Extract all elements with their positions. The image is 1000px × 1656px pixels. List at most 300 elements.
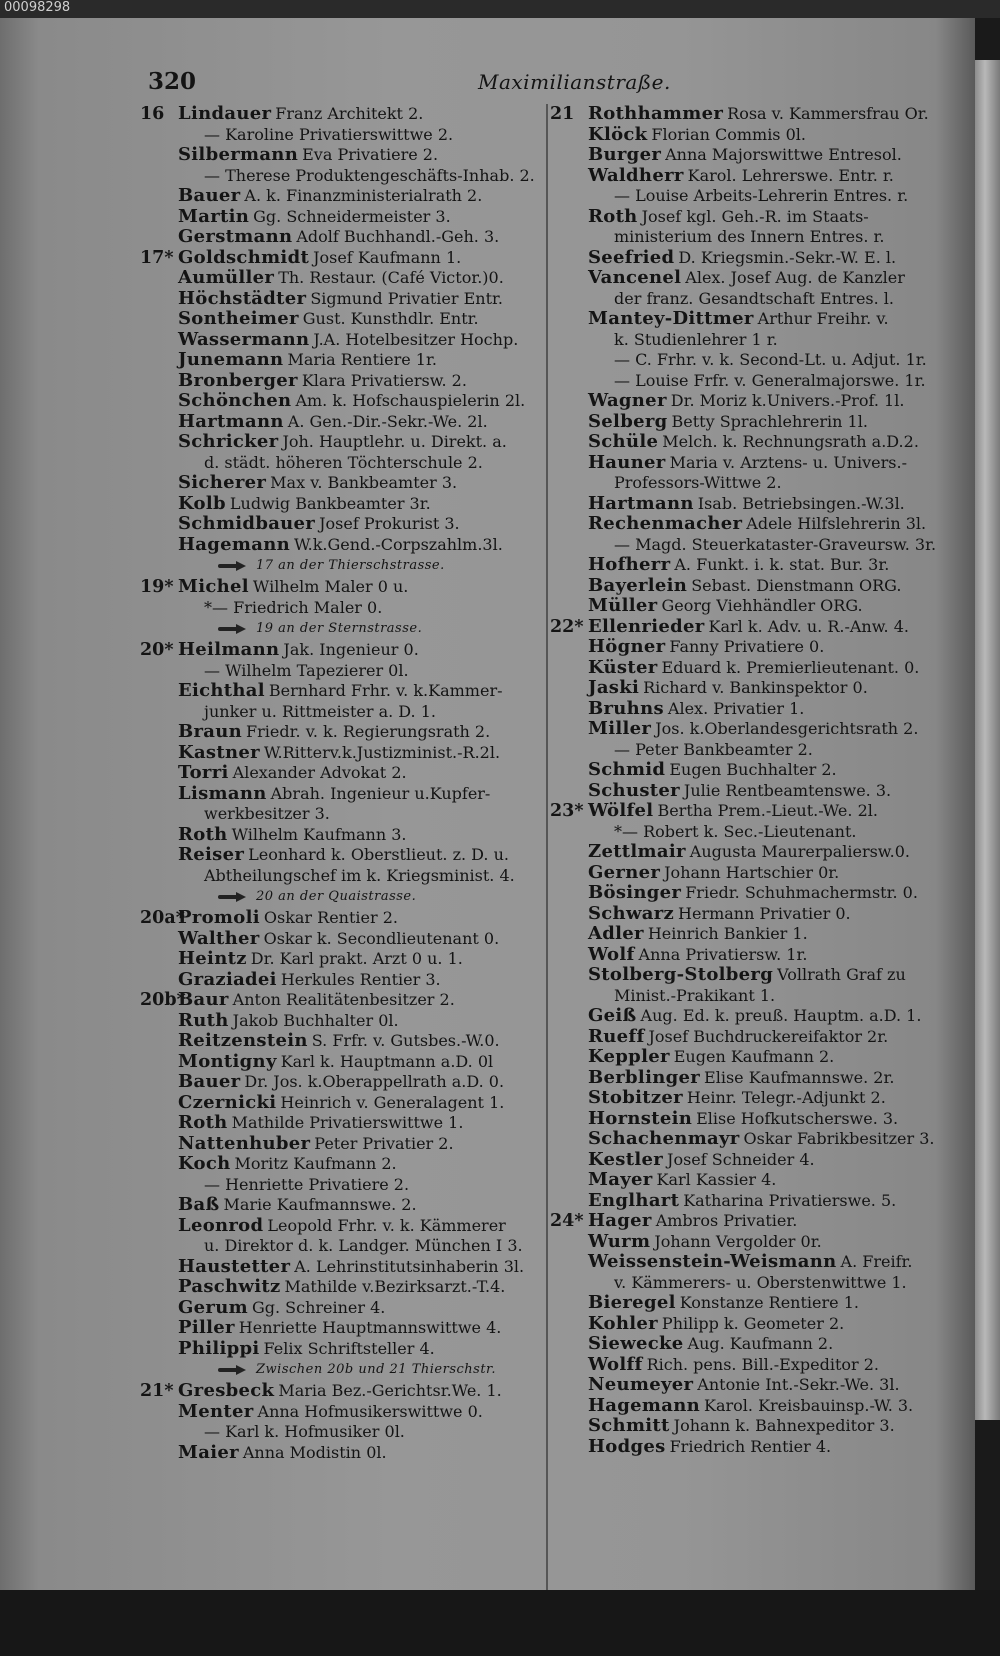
directory-entry (550, 1334, 975, 1355)
resident-name: Weissenstein-Weismann (588, 1252, 837, 1272)
resident-details: Anna Modistin 0l. (242, 1442, 387, 1462)
resident-details: Heinrich v. Generalagent 1. (280, 1092, 505, 1112)
directory-entry (550, 637, 975, 658)
resident-name: Selberg (588, 411, 668, 432)
directory-entry (550, 1150, 975, 1171)
resident-details: Karol. Lehrerswe. Entr. r. (687, 165, 894, 185)
directory-entry (140, 1277, 560, 1298)
page-title: Maximilianstraße. (478, 70, 671, 94)
resident-name: Hagemann (588, 1395, 700, 1416)
resident-details: W.k.Gend.-Corpszahlm.3l. (294, 534, 503, 554)
directory-entry (140, 309, 560, 330)
house-number: 20b* (140, 990, 186, 1010)
resident-details: Elise Hofkutscherswe. 3. (696, 1108, 899, 1128)
resident-details: Sigmund Privatier Entr. (310, 288, 503, 308)
resident-name: Stobitzer (588, 1088, 683, 1108)
resident-details: Aug. Ed. k. preuß. Hauptm. a.D. 1. (640, 1006, 922, 1025)
resident-details: Konstanze Rentiere 1. (679, 1293, 859, 1312)
resident-name: Wolf (588, 944, 635, 965)
resident-name: Jaski (588, 678, 640, 698)
resident-details: Ambros Privatier. (655, 1211, 798, 1230)
directory-entry (140, 1339, 560, 1360)
resident-details: Julie Rentbeamtenswe. 3. (683, 780, 892, 800)
resident-name: Berblinger (588, 1067, 701, 1088)
directory-entry (140, 1175, 560, 1196)
resident-details: Oskar Fabrikbesitzer 3. (743, 1129, 935, 1148)
resident-details: Heinrich Bankier 1. (647, 924, 808, 943)
directory-entry (140, 1318, 560, 1339)
entry-continuation: Abtheilungschef im k. Kriegsminist. 4. (204, 865, 515, 885)
directory-entry (550, 494, 975, 515)
resident-name: Kastner (178, 742, 260, 763)
resident-name: Heintz (178, 949, 247, 969)
resident-name: Gerstmann (178, 227, 293, 247)
directory-entry (140, 289, 560, 310)
resident-details: Dr. Jos. k.Oberappellrath a.D. 0. (244, 1072, 505, 1091)
resident-details: J.A. Hotelbesitzer Hochp. (313, 329, 519, 349)
resident-name: Seefried (588, 247, 675, 268)
resident-details: — Karoline Privatierswittwe 2. (204, 124, 454, 144)
directory-entry (140, 661, 560, 682)
resident-name: Heilmann (178, 640, 280, 660)
directory-entry (550, 1232, 975, 1253)
resident-details: Friedrich Rentier 4. (669, 1436, 832, 1456)
directory-entry (550, 125, 975, 146)
directory-entry (550, 863, 975, 884)
resident-details: — C. Frhr. v. k. Second-Lt. u. Adjut. 1r. (614, 350, 927, 369)
resident-name: Baur (178, 990, 229, 1010)
directory-entry (140, 743, 560, 764)
page-edge (975, 60, 1000, 1420)
resident-details: Georg Viehhändler ORG. (661, 596, 863, 615)
resident-details: Moritz Kaufmann 2. (234, 1154, 397, 1173)
resident-details: Dr. Karl prakt. Arzt 0 u. 1. (250, 949, 463, 968)
directory-entry (550, 555, 975, 576)
resident-name: Schricker (178, 432, 279, 452)
directory-entry (140, 104, 560, 125)
resident-name: Ellenrieder (588, 616, 705, 637)
directory-entry (550, 371, 975, 392)
resident-details: Betty Sprachlehrerin 1l. (671, 411, 868, 431)
resident-name: Wölfel (588, 801, 654, 821)
directory-entry (550, 617, 975, 638)
directory-entry (550, 1006, 975, 1027)
directory-entry (140, 1154, 560, 1175)
resident-details: Rosa v. Kammersfrau Or. (727, 104, 929, 123)
directory-entry (550, 432, 975, 453)
entry-continuation: Professors-Wittwe 2. (614, 473, 782, 492)
resident-details: Marie Kaufmannswe. 2. (223, 1195, 417, 1214)
street-note (140, 555, 560, 577)
resident-name: Michel (178, 577, 249, 597)
resident-name: Lismann (178, 783, 267, 804)
directory-entry (140, 514, 560, 535)
resident-name: Schachenmayr (588, 1129, 740, 1149)
resident-name: Hauner (588, 452, 666, 473)
resident-details: — Karl k. Hofmusiker 0l. (204, 1422, 405, 1441)
resident-details: Eva Privatiere 2. (302, 145, 439, 164)
resident-details: Heinr. Telegr.-Adjunkt 2. (686, 1088, 886, 1107)
directory-entry (550, 965, 975, 986)
resident-details: Alexander Advokat 2. (232, 763, 407, 782)
directory-entry (140, 412, 560, 433)
directory-entry (140, 1216, 560, 1237)
scan-background (0, 1590, 1000, 1656)
directory-entry (550, 576, 975, 597)
resident-details: Johann k. Bahnexpeditor 3. (673, 1416, 895, 1435)
directory-entry (140, 268, 560, 289)
resident-name: Czernicki (178, 1092, 277, 1113)
resident-name: Hartmann (588, 493, 694, 514)
directory-entry (550, 1416, 975, 1437)
directory-entry (550, 1088, 975, 1109)
resident-name: Rueff (588, 1026, 645, 1047)
resident-details: Eugen Kaufmann 2. (673, 1047, 835, 1066)
resident-name: Rechenmacher (588, 514, 743, 534)
directory-entry (140, 330, 560, 351)
directory-entry (550, 166, 975, 187)
directory-entry (140, 929, 560, 950)
resident-name: Hodges (588, 1436, 666, 1457)
directory-entry (140, 227, 560, 248)
resident-details: — Peter Bankbeamter 2. (614, 739, 813, 759)
directory-entry (140, 1195, 560, 1216)
resident-details: Dr. Moriz k.Univers.-Prof. 1l. (670, 391, 905, 410)
resident-name: Silbermann (178, 145, 299, 165)
resident-details: Philipp k. Geometer 2. (661, 1313, 845, 1333)
house-number: 17* (140, 247, 174, 268)
house-number: 20a* (140, 908, 185, 928)
scan-id: 00098298 (4, 0, 71, 15)
directory-entry (140, 1011, 560, 1032)
resident-name: Walther (178, 928, 260, 949)
street-note (140, 886, 560, 908)
resident-details: Henriette Hauptmannswittwe 4. (238, 1318, 502, 1337)
resident-details: Franz Architekt 2. (275, 104, 424, 123)
directory-entry (140, 1031, 560, 1052)
resident-details: Anton Realitätenbesitzer 2. (232, 990, 455, 1009)
resident-name: Martin (178, 206, 250, 227)
directory-entry (550, 207, 975, 228)
resident-name: Bauer (178, 186, 241, 206)
resident-details: Bernhard Frhr. v. k.Kammer- (268, 681, 503, 700)
resident-details: S. Frfr. v. Gutsbes.-W.0. (311, 1031, 500, 1050)
directory-entry (550, 1109, 975, 1130)
resident-name: Leonrod (178, 1215, 264, 1236)
resident-details: Richard v. Bankinspektor 0. (643, 678, 868, 697)
resident-details: Th. Restaur. (Café Victor.)0. (278, 268, 504, 287)
resident-details: — Wilhelm Tapezierer 0l. (204, 660, 409, 680)
resident-details: A. Lehrinstitutsinhaberin 3l. (294, 1256, 525, 1276)
directory-entry (140, 535, 560, 556)
resident-details: Friedr. Schuhmachermstr. 0. (685, 883, 918, 902)
resident-details: Hermann Privatier 0. (678, 903, 851, 923)
resident-name: Bieregel (588, 1293, 676, 1313)
resident-details: Karl Kassier 4. (656, 1170, 777, 1189)
resident-name: Wagner (588, 391, 667, 411)
resident-name: Miller (588, 719, 652, 739)
resident-name: Zettlmair (588, 842, 686, 862)
resident-name: Schmid (588, 760, 666, 780)
resident-name: Braun (178, 722, 243, 742)
directory-entry (140, 1052, 560, 1073)
resident-details: Sebast. Dienstmann ORG. (691, 575, 902, 595)
directory-entry (550, 412, 975, 433)
resident-name: Promoli (178, 908, 260, 928)
resident-details: Florian Commis 0l. (651, 124, 806, 144)
resident-details: Johann Vergolder 0r. (654, 1231, 822, 1251)
directory-entry (550, 760, 975, 781)
directory-entry (140, 1257, 560, 1278)
resident-details: Oskar k. Secondlieutenant 0. (263, 928, 500, 948)
resident-details: Karol. Kreisbauinsp.-W. 3. (704, 1395, 914, 1415)
resident-name: Aumüller (178, 268, 275, 288)
resident-name: Sicherer (178, 473, 267, 493)
directory-entry (550, 822, 975, 843)
resident-name: Bruhns (588, 698, 664, 719)
resident-name: Höchstädter (178, 288, 307, 309)
resident-name: Wolff (588, 1354, 643, 1375)
resident-details: Melch. k. Rechnungsrath a.D.2. (662, 432, 919, 451)
resident-details: Mathilde v.Bezirksarzt.-T.4. (284, 1277, 506, 1296)
resident-details: Aug. Kaufmann 2. (687, 1334, 834, 1353)
resident-name: Reitzenstein (178, 1031, 308, 1051)
resident-name: Roth (178, 1113, 228, 1133)
resident-details: Leopold Frhr. v. k. Kämmerer (267, 1215, 506, 1235)
directory-entry (140, 1443, 560, 1464)
resident-name: Kohler (588, 1313, 658, 1334)
resident-name: Nattenhuber (178, 1133, 311, 1154)
resident-details: Augusta Maurerpaliersw.0. (689, 842, 910, 861)
resident-name: Englhart (588, 1190, 680, 1211)
directory-entry (140, 763, 560, 784)
directory-entry (140, 825, 560, 846)
directory-entry (550, 514, 975, 535)
street-note-text: Zwischen 20b und 21 Thierschstr. (256, 1362, 496, 1377)
resident-name: Siewecke (588, 1334, 684, 1354)
resident-name: Adler (588, 924, 644, 944)
resident-details: Arthur Freihr. v. (757, 309, 889, 328)
resident-details: Leonhard k. Oberstlieut. z. D. u. (248, 845, 509, 864)
street-note (140, 1359, 560, 1381)
resident-name: Geiß (588, 1006, 637, 1026)
resident-details: Mathilde Privatierswittwe 1. (231, 1113, 464, 1132)
directory-entry (140, 1134, 560, 1155)
resident-details: Gg. Schreiner 4. (251, 1297, 386, 1317)
directory-entry (550, 945, 975, 966)
resident-name: Piller (178, 1318, 235, 1338)
resident-name: Kestler (588, 1149, 664, 1170)
directory-entry (140, 640, 560, 661)
entry-continuation: v. Kämmerers- u. Oberstenwittwe 1. (614, 1272, 907, 1292)
resident-details: A. Freifr. (840, 1252, 913, 1271)
directory-entry (550, 699, 975, 720)
resident-name: Paschwitz (178, 1277, 281, 1297)
resident-details: Karl k. Hauptmann a.D. 0l (280, 1051, 494, 1071)
resident-name: Bayerlein (588, 575, 688, 596)
entry-continuation: ministerium des Innern Entres. r. (614, 227, 885, 246)
resident-name: Goldschmidt (178, 247, 310, 268)
resident-name: Bronberger (178, 370, 298, 391)
resident-details: Karl k. Adv. u. R.-Anw. 4. (708, 616, 909, 636)
directory-entry (140, 1298, 560, 1319)
directory-entry (140, 473, 560, 494)
directory-entry (550, 842, 975, 863)
resident-name: Hager (588, 1211, 652, 1231)
directory-entry (550, 391, 975, 412)
resident-name: Reiser (178, 845, 245, 865)
directory-entry (140, 125, 560, 146)
resident-details: Anna Majorswittwe Entresol. (665, 145, 902, 164)
directory-entry (140, 908, 560, 929)
directory-entry (140, 949, 560, 970)
resident-details: Josef Schneider 4. (667, 1149, 815, 1169)
right-column (550, 104, 975, 1457)
directory-entry (550, 904, 975, 925)
directory-entry (140, 391, 560, 412)
resident-details: Eduard k. Premierlieutenant. 0. (661, 657, 920, 677)
resident-details: Maria v. Arztens- u. Univers.- (669, 452, 907, 472)
directory-entry (550, 1355, 975, 1376)
resident-details: Adele Hilfslehrerin 3l. (746, 514, 927, 533)
resident-name: Lindauer (178, 104, 272, 124)
pointing-hand-icon (218, 1365, 248, 1375)
directory-entry (140, 970, 560, 991)
directory-entry (550, 801, 975, 822)
directory-entry (140, 577, 560, 598)
resident-name: Sontheimer (178, 309, 299, 329)
resident-details: Ludwig Bankbeamter 3r. (229, 493, 431, 513)
directory-entry (550, 104, 975, 125)
resident-details: A. Funkt. i. k. stat. Bur. 3r. (674, 555, 890, 574)
resident-name: Vancenel (588, 268, 682, 288)
directory-entry (550, 309, 975, 330)
resident-name: Schüle (588, 432, 659, 452)
top-strip (0, 0, 1000, 18)
resident-details: Adolf Buchhandl.-Geh. 3. (296, 227, 500, 246)
directory-entry (140, 207, 560, 228)
directory-entry (550, 1314, 975, 1335)
resident-name: Ruth (178, 1010, 229, 1031)
directory-entry (550, 268, 975, 289)
resident-details: *— Robert k. Sec.-Lieutenant. (614, 821, 857, 841)
resident-name: Kolb (178, 493, 226, 514)
resident-details: W.Ritterv.k.Justizminist.-R.2l. (263, 742, 501, 762)
directory-entry (140, 1093, 560, 1114)
entry-continuation: k. Studienlehrer 1 r. (614, 329, 778, 349)
resident-name: Philippi (178, 1338, 260, 1359)
resident-name: Hartmann (178, 411, 284, 432)
entry-continuation: werkbesitzer 3. (204, 804, 330, 823)
resident-name: Schmidbauer (178, 514, 316, 534)
directory-entry (550, 1191, 975, 1212)
resident-details: *— Friedrich Maler 0. (204, 597, 383, 617)
resident-name: Torri (178, 763, 229, 783)
resident-name: Schuster (588, 780, 680, 801)
resident-name: Schmitt (588, 1416, 670, 1436)
resident-name: Roth (588, 206, 638, 227)
directory-entry (550, 1293, 975, 1314)
directory-entry (550, 1170, 975, 1191)
street-note-text: 19 an der Sternstrasse. (256, 621, 423, 636)
resident-name: Hofherr (588, 555, 671, 575)
resident-details: Felix Schriftsteller 4. (263, 1338, 435, 1358)
street-note-text: 17 an der Thierschstrasse. (256, 558, 445, 573)
directory-entry (550, 1437, 975, 1458)
resident-details: Peter Privatier 2. (314, 1133, 454, 1153)
directory-entry (140, 1072, 560, 1093)
entry-continuation: u. Direktor d. k. Landger. München I 3. (204, 1236, 523, 1255)
resident-name: Koch (178, 1154, 231, 1174)
resident-details: Maria Bez.-Gerichtsr.We. 1. (278, 1381, 502, 1400)
directory-entry (550, 186, 975, 207)
resident-details: A. k. Finanzministerialrath 2. (244, 186, 483, 205)
resident-details: Eugen Buchhalter 2. (669, 760, 837, 779)
resident-details: Bertha Prem.-Lieut.-We. 2l. (657, 801, 878, 820)
resident-details: Josef Kaufmann 1. (313, 247, 462, 267)
resident-details: — Louise Arbeits-Lehrerin Entres. r. (614, 186, 909, 205)
directory-entry (140, 722, 560, 743)
directory-entry (550, 658, 975, 679)
resident-details: Oskar Rentier 2. (263, 908, 398, 927)
resident-details: Rich. pens. Bill.-Expeditor 2. (646, 1354, 880, 1374)
directory-entry (550, 1211, 975, 1232)
entry-continuation: junker u. Rittmeister a. D. 1. (204, 701, 436, 721)
resident-details: Vollrath Graf zu (777, 965, 906, 984)
resident-name: Montigny (178, 1051, 277, 1072)
directory-entry (140, 371, 560, 392)
directory-entry (550, 596, 975, 617)
resident-details: Max v. Bankbeamter 3. (270, 473, 458, 492)
directory-entry (140, 145, 560, 166)
entry-continuation: Minist.-Prakikant 1. (614, 985, 776, 1005)
resident-name: Burger (588, 145, 662, 165)
resident-details: A. Gen.-Dir.-Sekr.-We. 2l. (287, 411, 488, 431)
directory-entry (550, 1068, 975, 1089)
directory-entry (550, 1396, 975, 1417)
resident-name: Neumeyer (588, 1375, 694, 1395)
resident-details: — Magd. Steuerkataster-Graveursw. 3r. (614, 534, 937, 554)
resident-details: Abrah. Ingenieur u.Kupfer- (270, 783, 491, 803)
directory-entry (140, 432, 560, 453)
resident-details: — Henriette Privatiere 2. (204, 1174, 410, 1194)
street-note (140, 618, 560, 640)
page-header (148, 68, 948, 108)
house-number: 23* (550, 801, 584, 821)
directory-entry (140, 990, 560, 1011)
house-number: 22* (550, 616, 584, 637)
resident-details: Josef Prokurist 3. (319, 514, 460, 533)
directory-entry (140, 598, 560, 619)
directory-entry (140, 784, 560, 805)
directory-entry (550, 1252, 975, 1273)
resident-details: Fanny Privatiere 0. (669, 637, 825, 656)
directory-entry (140, 681, 560, 702)
resident-details: — Louise Frfr. v. Generalmajorswe. 1r. (614, 370, 926, 390)
resident-details: Elise Kaufmannswe. 2r. (704, 1067, 895, 1087)
resident-details: Katharina Privatierswe. 5. (683, 1190, 897, 1210)
directory-entry (550, 145, 975, 166)
resident-details: Wilhelm Maler 0 u. (252, 577, 409, 596)
resident-details: D. Kriegsmin.-Sekr.-W. E. l. (678, 247, 897, 267)
resident-details: Jos. k.Oberlandesgerichtsrath 2. (655, 719, 919, 738)
resident-name: Bösinger (588, 883, 682, 903)
directory-entry (550, 781, 975, 802)
house-number: 24* (550, 1211, 584, 1231)
street-note-text: 20 an der Quaistrasse. (256, 889, 417, 904)
resident-name: Schönchen (178, 391, 292, 411)
resident-details: Jak. Ingenieur 0. (283, 640, 419, 659)
